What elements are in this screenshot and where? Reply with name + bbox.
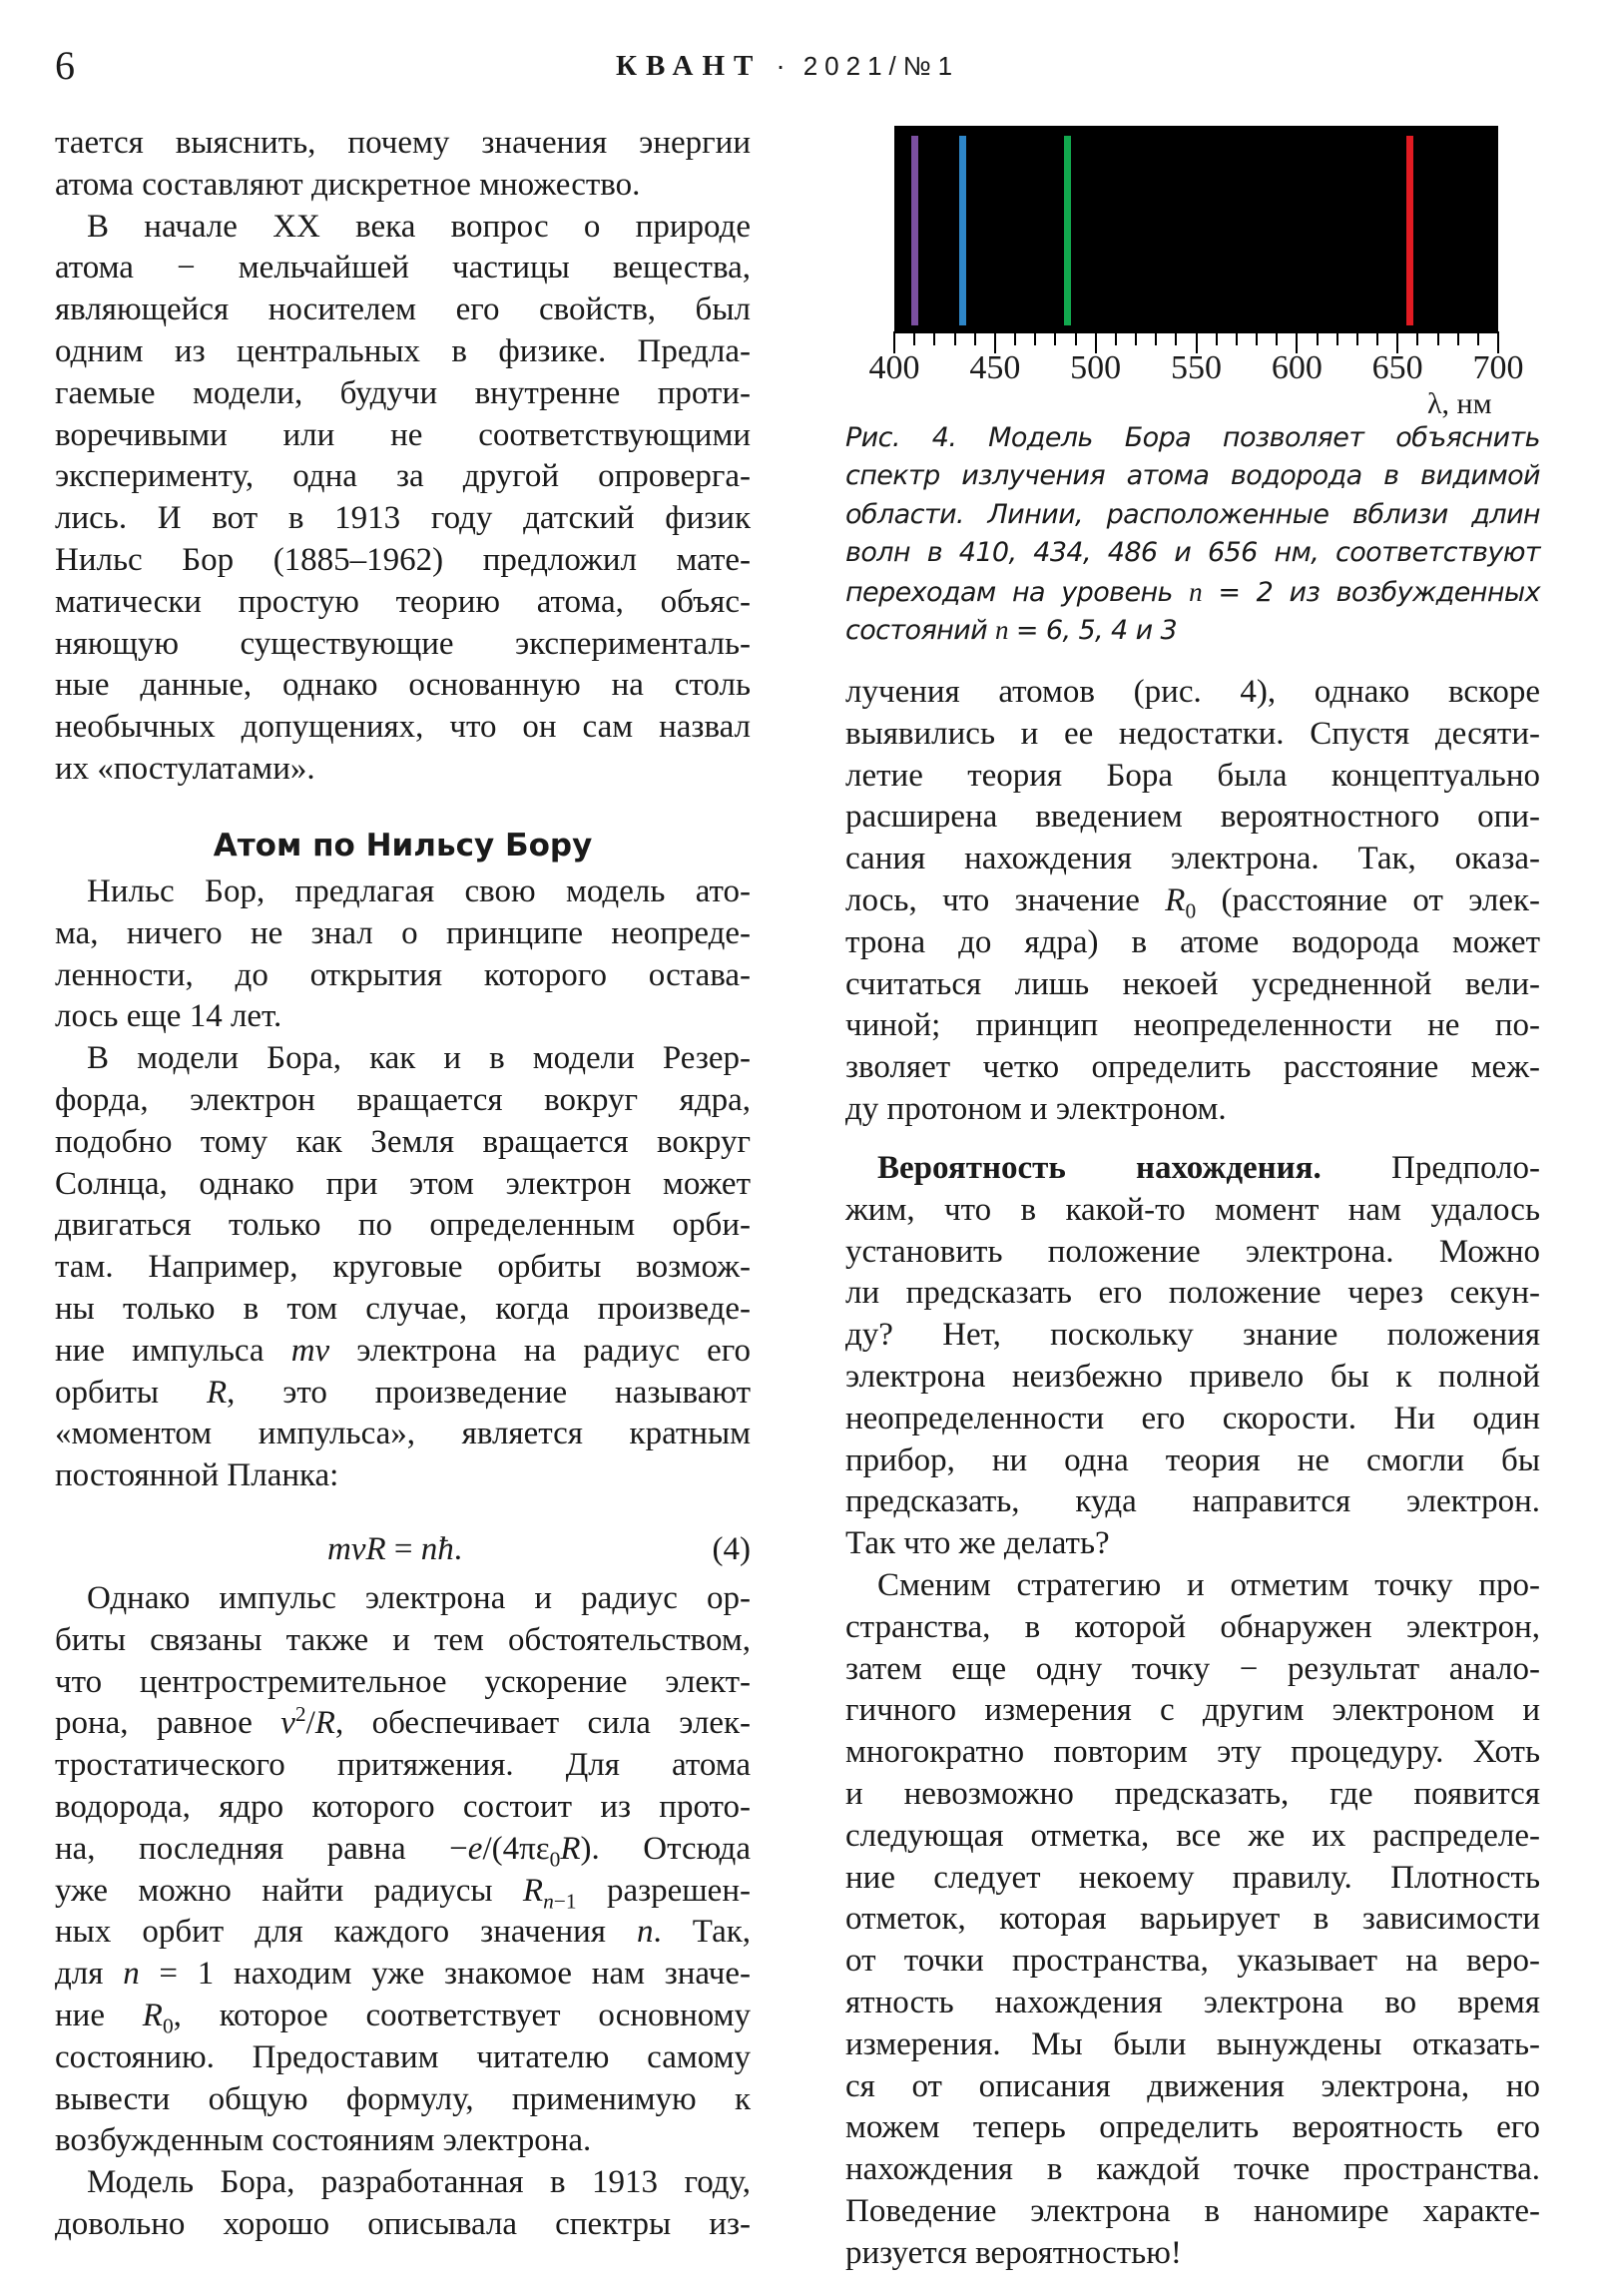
text-line: что центростремительное ускорение элект- <box>55 1663 751 1700</box>
text-line: Солнца, однако при этом электрон может <box>55 1165 751 1202</box>
text-line: неопределенности его скорости. Ни один <box>845 1400 1540 1436</box>
minor-tick <box>1155 331 1157 345</box>
spectrum-plot-area <box>894 126 1498 331</box>
text-line: атома − мельчайшей частицы вещества, <box>55 250 751 287</box>
minor-tick <box>933 331 935 345</box>
tick-label: 400 <box>868 349 920 386</box>
minor-tick <box>974 331 976 345</box>
text-line: измерения. Мы были вынуждены отказать- <box>845 2025 1540 2062</box>
run-in-heading: Вероятность нахождения. <box>877 1150 1322 1186</box>
text-line: двигаться только по определенным орби- <box>55 1207 751 1244</box>
text-line: ма, ничего не знал о принципе неопреде- <box>55 914 751 951</box>
text-line: ду протоном и электроном. <box>845 1091 1227 1127</box>
figure-hydrogen-spectrum <box>858 120 1557 419</box>
separator-dot: · <box>776 50 786 81</box>
text-line: предсказать, куда направится электрон. <box>845 1483 1540 1520</box>
text-line: Вероятность нахождения. Предполо- <box>877 1150 1540 1186</box>
text-line: сания нахождения электрона. Так, оказа- <box>845 841 1540 877</box>
tick-label: 500 <box>1070 349 1122 386</box>
text-line: Сменим стратегию и отметим точку про- <box>877 1567 1540 1603</box>
minor-tick <box>1034 331 1036 345</box>
text-line: возбужденным состояниям электрона. <box>55 2122 592 2159</box>
text-line: странства, в которой обнаружен электрон, <box>845 1608 1540 1645</box>
caption-line: волн в 410, 434, 486 и 656 нм, соответствуют <box>845 537 1540 569</box>
minor-tick <box>913 331 915 345</box>
text-line: затем еще одну точку − результат анало- <box>845 1650 1540 1687</box>
minor-tick <box>1115 331 1117 345</box>
text-line: на, последняя равна $-e/(4\pi\varepsilon_0R)$. Отсюда <box>55 1830 751 1872</box>
text-line: считаться лишь некоей усредненной вели- <box>845 965 1540 1002</box>
text-line: водорода, ядро которого состоит из прото- <box>55 1789 751 1825</box>
minor-tick <box>1075 331 1077 345</box>
text-line: одним из центральных в физике. Предла- <box>55 333 751 369</box>
text-line: Поведение электрона в наномире характе- <box>845 2193 1540 2229</box>
x-axis-label: λ, нм <box>1427 387 1492 420</box>
text-line: чиной; принцип неопределенности не по- <box>845 1007 1540 1044</box>
text-line: ду? Нет, поскольку знание положения <box>845 1317 1540 1354</box>
caption-line: Рис. 4. Модель Бора позволяет объяснить <box>845 422 1540 453</box>
text-line: для n = 1 находим уже знакомое нам значе- <box>55 1956 751 1993</box>
text-line: лучения атомов (рис. 4), однако вскоре <box>845 674 1540 710</box>
minor-tick <box>1336 331 1338 345</box>
text-line: довольно хорошо описывала спектры из- <box>55 2206 751 2242</box>
minor-tick <box>1437 331 1439 345</box>
text-line: ленности, до открытия которого остава- <box>55 956 751 993</box>
text-line: зволяет четко определить расстояние меж- <box>845 1049 1540 1086</box>
minor-tick <box>1014 331 1016 345</box>
tick-label: 650 <box>1371 349 1423 386</box>
text-line: и невозможно предсказать, где появится <box>845 1776 1540 1812</box>
text-line: ных орбит для каждого значения n. Так, <box>55 1914 751 1951</box>
equation-4 <box>55 1528 751 1570</box>
minor-tick <box>1317 331 1319 345</box>
text-line: форда, электрон вращается вокруг ядра, <box>55 1082 751 1118</box>
text-line: матически простую теорию атома, объяс- <box>55 583 751 620</box>
text-line: Однако импульс электрона и радиус ор- <box>87 1580 751 1616</box>
text-line: эксперименту, одна за другой опроверга- <box>55 458 751 495</box>
equation-body: mvR = nħ. <box>327 1531 463 1567</box>
journal-title: КВАНТ <box>616 49 763 82</box>
equation-number: (4) <box>712 1531 751 1567</box>
text-line: Так что же делать? <box>845 1525 1110 1562</box>
minor-tick <box>1256 331 1258 345</box>
minor-tick <box>1356 331 1358 345</box>
minor-tick <box>1054 331 1056 345</box>
text-line: лось, что значение $R_0$ (расстояние от элек- <box>845 882 1540 923</box>
text-line: прибор, ни одна теория не смогли бы <box>845 1441 1540 1478</box>
text-line: ны только в том случае, когда произведе- <box>55 1291 751 1327</box>
text-line: ятность нахождения электрона во время <box>845 1985 1540 2020</box>
text-line: отметок, которая варьирует в зависимости <box>845 1901 1540 1938</box>
minor-tick <box>1416 331 1418 345</box>
text-line: атома составляют дискретное множество. <box>55 166 641 203</box>
text-line: ние $R_0$, которое соответствует основному <box>55 1998 752 2038</box>
text-line: их «постулатами». <box>55 751 315 787</box>
text-line: ся от описания движения электрона, но <box>845 2067 1540 2104</box>
text-line: установить положение электрона. Можно <box>845 1233 1540 1270</box>
minor-tick <box>1376 331 1378 345</box>
text-line: лись. И вот в 1913 году датский физик <box>55 500 751 537</box>
text-line: Модель Бора, разработанная в 1913 году, <box>87 2164 751 2201</box>
text-line: ные данные, однако основанную на столь <box>55 667 751 704</box>
caption-line: спектр излучения атома водорода в видимой <box>845 460 1540 492</box>
text-line: ризуется вероятностью! <box>845 2234 1182 2271</box>
minor-tick <box>1276 331 1278 345</box>
caption-line: переходам на уровень n = 2 из возбужденных <box>845 576 1540 608</box>
text-line: биты связаны также и тем обстоятельством, <box>55 1621 751 1658</box>
text-line: трона до ядра) в атоме водорода может <box>845 923 1540 960</box>
text-line: летие теория Бора была концептуально <box>845 757 1540 794</box>
text-line: многократно повторим эту процедуру. Хоть <box>845 1734 1540 1771</box>
text-line: электрона неизбежно привело бы к полной <box>845 1359 1540 1395</box>
text-line: гичного измерения с другим электроном и <box>845 1692 1540 1729</box>
text-line: ли предсказать его положение через секун- <box>845 1275 1540 1312</box>
text-line: подобно тому как Земля вращается вокруг <box>55 1123 751 1160</box>
text-line: тается выяснить, почему значения энергии <box>55 125 751 161</box>
tick-label: 700 <box>1472 349 1524 386</box>
text-line: вывести общую формулу, применимую к <box>55 2080 751 2117</box>
running-head <box>616 46 959 86</box>
text-line: выявились и ее недостатки. Спустя десяти- <box>845 715 1540 752</box>
spectral-line-434 <box>959 136 966 325</box>
tick-label: 600 <box>1271 349 1323 386</box>
text-line: В модели Бора, как и в модели Резер- <box>87 1040 751 1077</box>
caption-line: состояний n = 6, 5, 4 и 3 <box>845 615 1178 646</box>
tick-label: 550 <box>1171 349 1222 386</box>
text-line: от точки пространства, указывает на веро- <box>845 1943 1540 1980</box>
text-line: рона, равное $v^2/R$, обеспечивает сила элек- <box>55 1702 752 1742</box>
minor-tick <box>1236 331 1238 345</box>
caption-line: области. Линии, расположенные вблизи длин <box>845 498 1540 530</box>
text-line: уже можно найти радиусы $R_{n-1}$ разрешен- <box>55 1872 751 1914</box>
text-line: В начале XX века вопрос о природе <box>87 208 751 245</box>
text-line: необычных допущениях, что он сам назвал <box>55 709 751 746</box>
text-line: воречивыми или не соответствующими <box>55 416 751 453</box>
text-line: гаемые модели, будучи внутренне проти- <box>55 374 751 411</box>
text-line: следующая отметка, все же их распределе- <box>845 1817 1540 1854</box>
text-line: там. Например, круговые орбиты возмож- <box>55 1249 751 1286</box>
text-line: ние следует некоему правилу. Плотность <box>845 1859 1540 1896</box>
text-line: расширена введением вероятностного опи- <box>845 799 1540 836</box>
minor-tick <box>1216 331 1218 345</box>
text-line: тростатического притяжения. Для атома <box>55 1747 751 1784</box>
page-number: 6 <box>55 43 75 88</box>
tick-label: 450 <box>969 349 1021 386</box>
minor-tick <box>1135 331 1137 345</box>
text-line: нахождения в каждой точке пространства. <box>845 2151 1540 2188</box>
section-heading: Атом по Нильсу Бору <box>213 828 593 863</box>
text-line: являющейся носителем его свойств, был <box>55 291 751 328</box>
spectral-line-486 <box>1064 136 1071 325</box>
text-line: ние импульса mv электрона на радиус его <box>55 1332 751 1369</box>
issue-number: 2021/№1 <box>802 50 960 81</box>
text-line: «моментом импульса», является кратным <box>55 1416 751 1452</box>
minor-tick <box>1175 331 1177 345</box>
text-line: постоянной Планка: <box>55 1457 339 1494</box>
text-line: можем теперь определить вероятность его <box>845 2109 1540 2146</box>
spectral-line-410 <box>911 136 918 325</box>
minor-tick <box>954 331 956 345</box>
spectral-line-656 <box>1406 136 1413 325</box>
text-line: няющую существующие эксперименталь- <box>55 625 751 662</box>
text-line: Нильс Бор, предлагая свою модель ато- <box>87 873 751 909</box>
minor-tick <box>1477 331 1479 345</box>
minor-tick <box>1457 331 1459 345</box>
text-line: орбиты R, это произведение называют <box>55 1374 751 1411</box>
text-line: лось еще 14 лет. <box>55 998 282 1035</box>
text-line: состоянию. Предоставим читателю самому <box>55 2038 751 2075</box>
text-line: жим, что в какой-то момент нам удалось <box>845 1191 1540 1228</box>
text-line: Нильс Бор (1885–1962) предложил мате- <box>55 542 751 578</box>
